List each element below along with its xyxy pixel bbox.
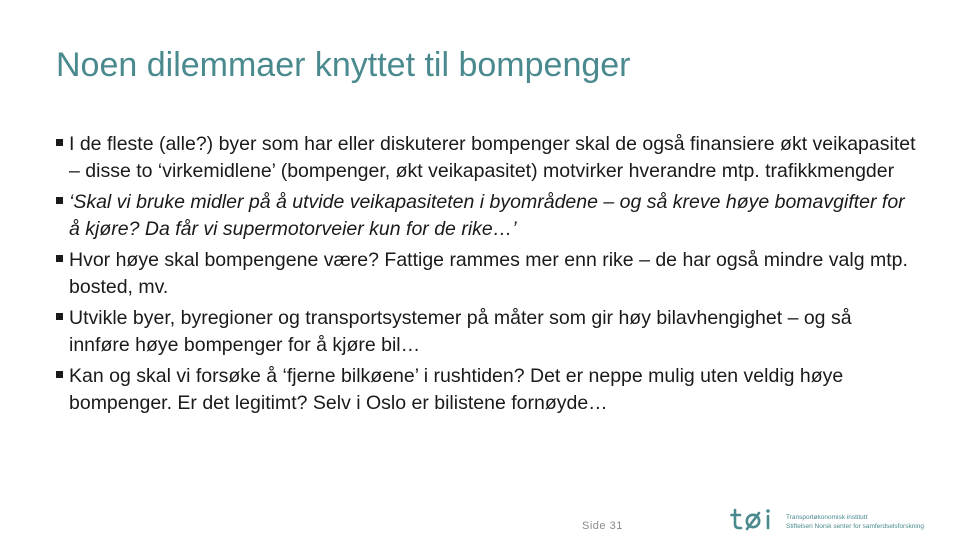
square-bullet-icon (56, 313, 63, 320)
bullet-item (56, 247, 916, 300)
bullet-item (56, 131, 916, 184)
logo-caption-line: Transportøkonomisk institutt (786, 514, 868, 521)
bullet-item (56, 305, 916, 358)
bullet-text: I de fleste (alle?) byer som har eller diskuterer bompenger skal de også finansiere økt veikapasitet – disse to ‘virkemidlene’ (bompenger, økt veikapasitet) motvirker hverandre mtp. trafikkmengder (69, 133, 916, 182)
toi-logo (730, 507, 950, 533)
bullet-item (56, 189, 916, 242)
slide-title: Noen dilemmaer knyttet til bompenger (56, 46, 631, 84)
square-bullet-icon (56, 255, 63, 262)
logo-caption-line: Stiftelsen Norsk senter for samferdselsforskning (786, 523, 924, 530)
page-number: Side 31 (582, 520, 623, 532)
bullet-text: Utvikle byer, byregioner og transportsystemer på måter som gir høy bilavhengighet – og så innføre høye bompenger for å kjøre bil… (69, 307, 852, 356)
square-bullet-icon (56, 139, 63, 146)
bullet-text: Kan og skal vi forsøke å ‘fjerne bilkøene’ i rushtiden? Det er neppe mulig uten veldig høye bompenger. Er det legitimt? Selv i Oslo er bilistene fornøyde… (69, 365, 844, 414)
bullet-item (56, 363, 916, 416)
bullet-list (56, 131, 916, 421)
toi-logo-mark-icon (730, 507, 780, 533)
bullet-text: ‘Skal vi bruke midler på å utvide veikapasiteten i byområdene – og så kreve høye bomavgifter for å kjøre? Da får vi supermotorveier kun for de rike…’ (69, 191, 905, 240)
square-bullet-icon (56, 197, 63, 204)
bullet-text: Hvor høye skal bompengene være? Fattige rammes mer enn rike – de har også mindre valg mtp. bosted, mv. (69, 249, 908, 298)
logo-caption (786, 513, 924, 531)
square-bullet-icon (56, 371, 63, 378)
